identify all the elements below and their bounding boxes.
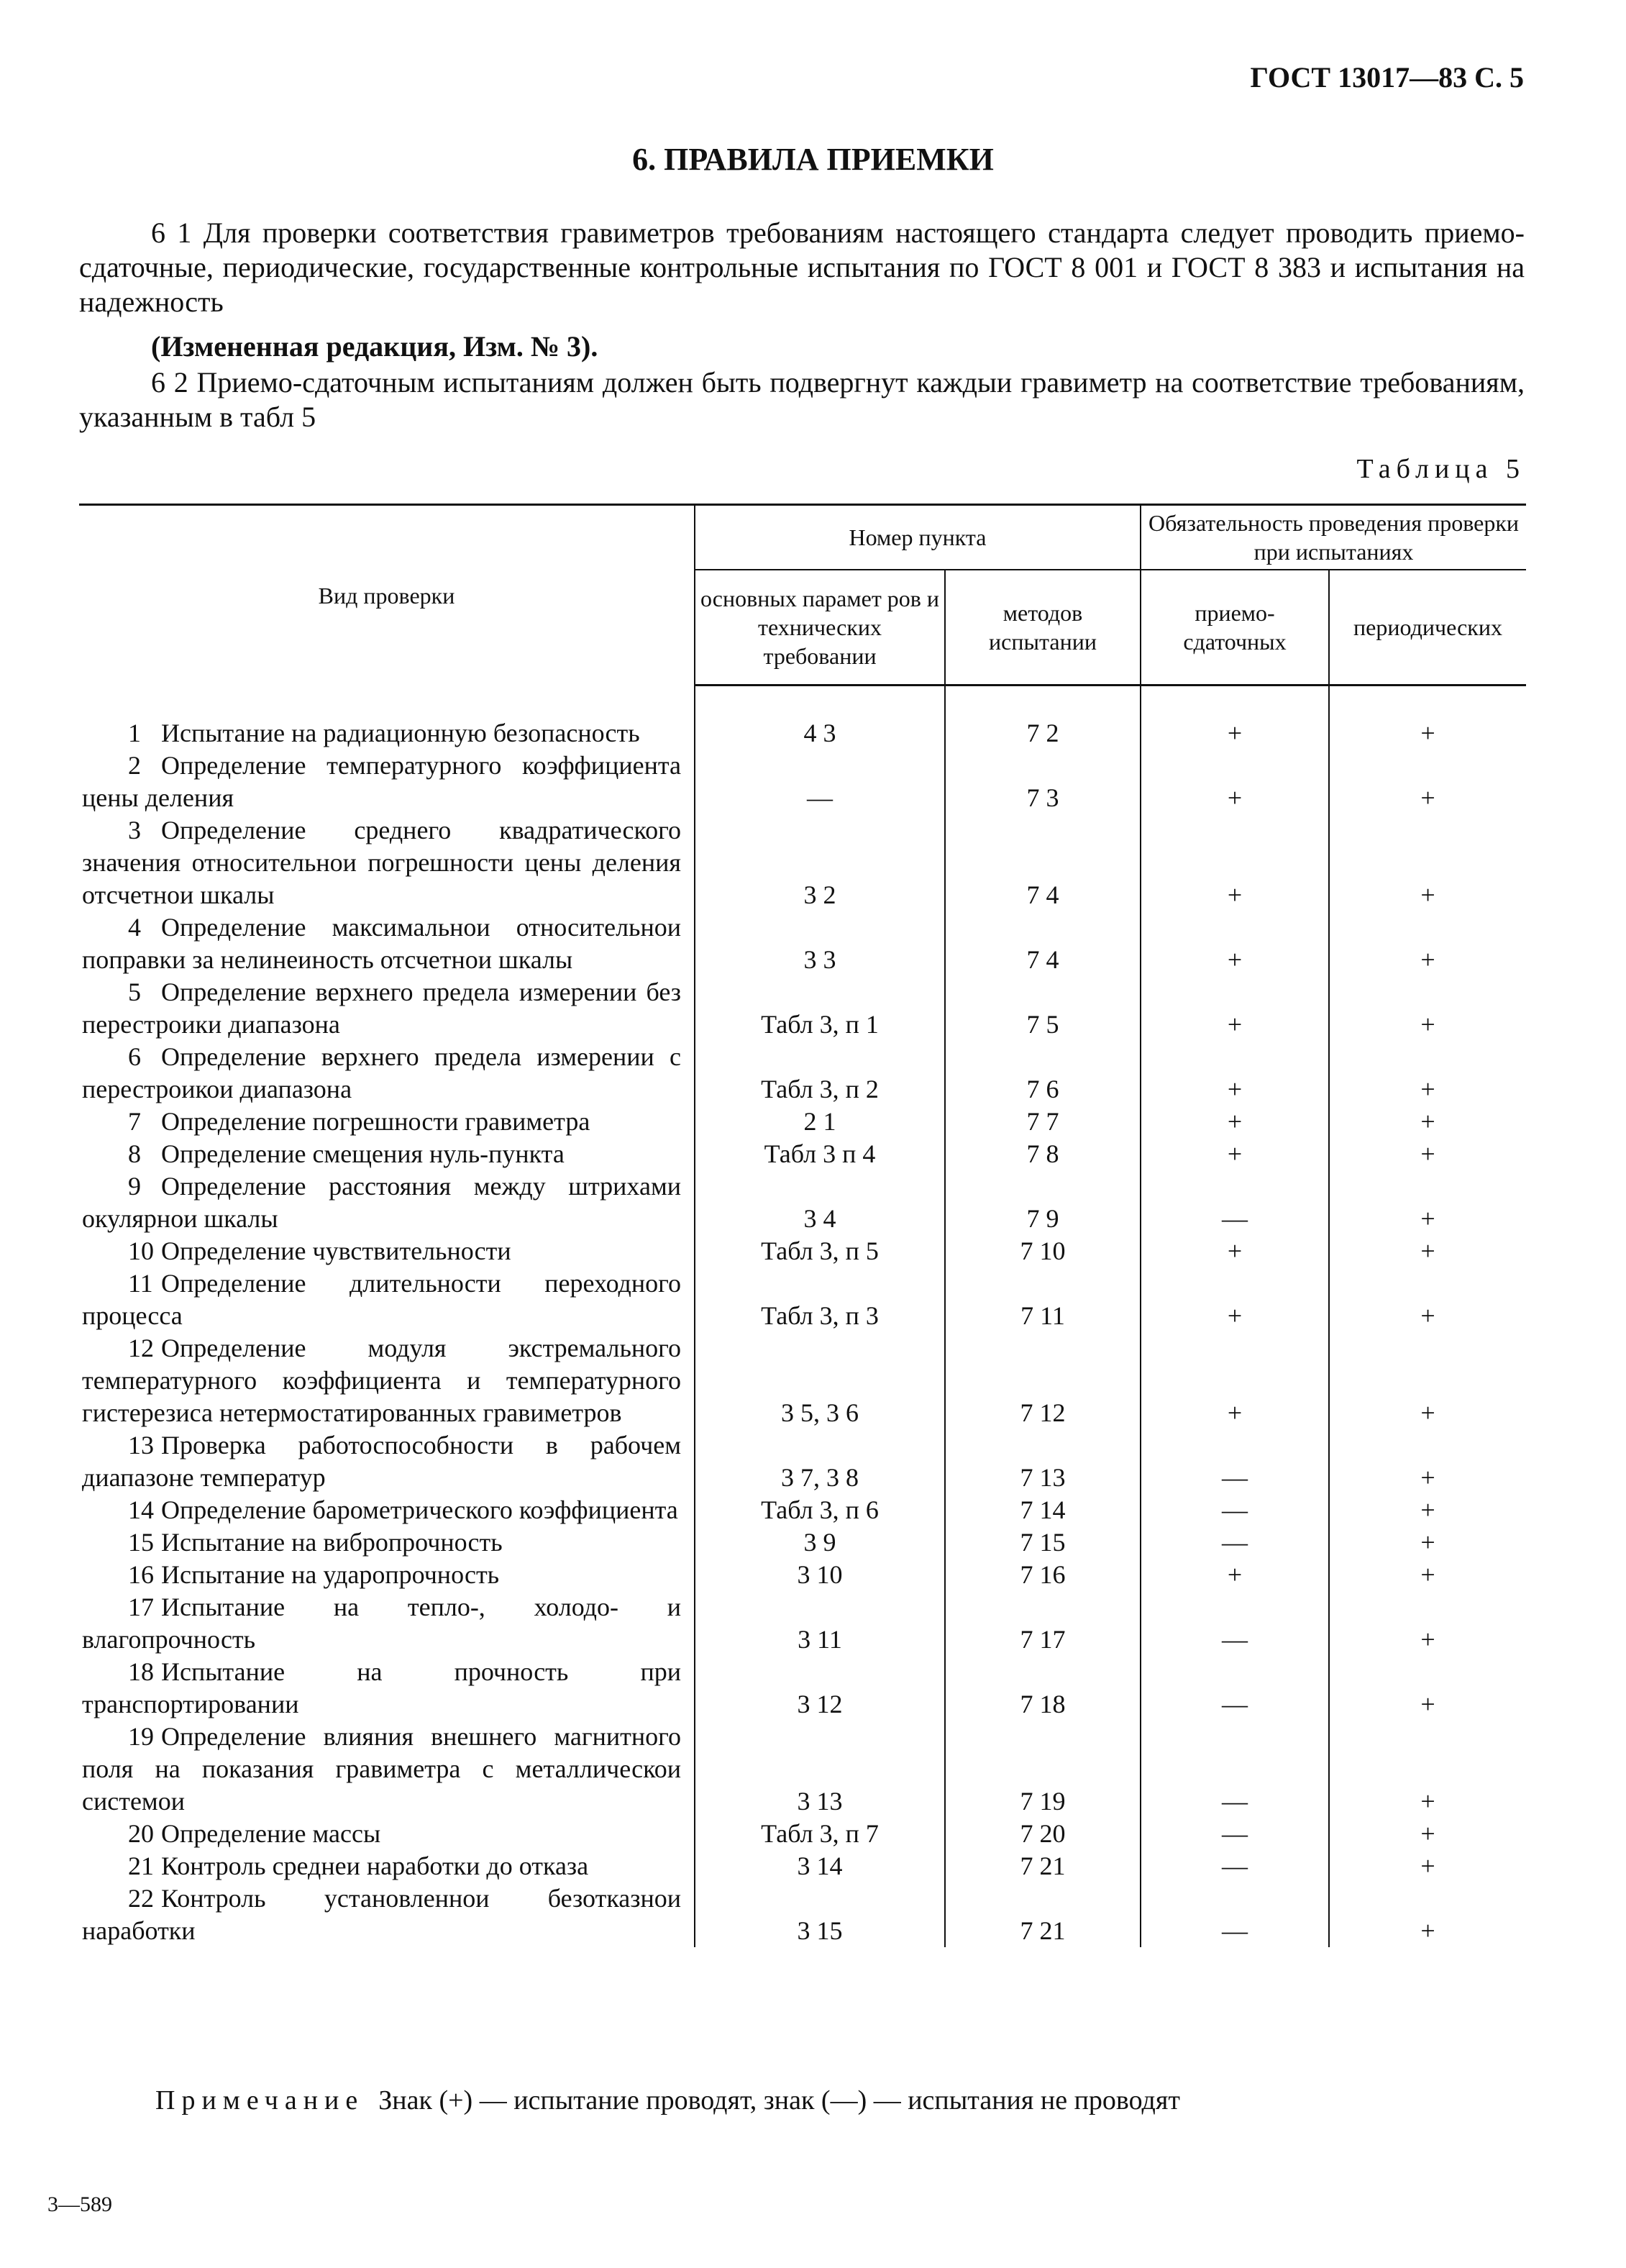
check-name-text: Испытание на вибропрочность [161,1528,503,1557]
row-number: 13 [128,1431,154,1459]
periodic-cell: + [1329,1429,1526,1494]
row-number: 21 [128,1852,154,1880]
header-periodic: периодических [1329,570,1526,685]
paragraph-6-2: 6 2 Приемо-сдаточным испытаниям должен быть подвергнут каждыи гравиметр на соответствие требованиям, указанным в табл 5 [79,366,1525,433]
method-cell: 7 16 [945,1559,1141,1591]
header-obligation: Обязательность проведения проверки при испытаниях [1141,505,1526,570]
method-cell: 7 7 [945,1106,1141,1138]
acceptance-cell: + [1141,1041,1329,1106]
table-row [79,1850,1526,1882]
method-cell: 7 17 [945,1591,1141,1656]
clause-cell: Табл 3, п 1 [695,976,945,1041]
table-row [79,1882,1526,1947]
check-name-cell [79,1332,695,1429]
method-cell: 7 12 [945,1332,1141,1429]
periodic-cell: + [1329,976,1526,1041]
periodic-cell: + [1329,1818,1526,1850]
clause-cell: 3 4 [695,1170,945,1235]
method-cell: 7 15 [945,1526,1141,1559]
check-name-text: Определение расстояния между штрихами окулярнои шкалы [82,1172,681,1233]
check-name-cell [79,1235,695,1267]
row-number: 20 [128,1819,154,1848]
row-number: 16 [128,1560,154,1589]
check-name-text: Испытание на ударопрочность [161,1560,500,1589]
table-row [79,1429,1526,1494]
acceptance-cell: — [1141,1170,1329,1235]
check-name-cell [79,911,695,976]
table-row [79,1267,1526,1332]
check-name-cell [79,1267,695,1332]
table-row [79,814,1526,911]
amendment-note: (Измененная редакция, Изм. № 3). [151,330,598,363]
clause-cell: 3 10 [695,1559,945,1591]
inspection-table [79,504,1526,1947]
check-name-cell [79,1656,695,1721]
table-5 [79,504,1526,1947]
table-row [79,911,1526,976]
periodic-cell: + [1329,814,1526,911]
table-row [79,1170,1526,1235]
periodic-cell: + [1329,1041,1526,1106]
method-cell: 7 10 [945,1235,1141,1267]
row-number: 12 [128,1334,154,1362]
periodic-cell: + [1329,1526,1526,1559]
acceptance-cell: — [1141,1850,1329,1882]
acceptance-cell: — [1141,1882,1329,1947]
check-name-cell [79,1818,695,1850]
table-row [79,1106,1526,1138]
periodic-cell: + [1329,1850,1526,1882]
check-name-cell [79,1526,695,1559]
check-name-text: Испытание на прочность при транспортировании [82,1657,681,1718]
clause-cell: 3 3 [695,911,945,976]
row-number: 17 [128,1593,154,1621]
table-row [79,1721,1526,1818]
table-row [79,750,1526,814]
method-cell: 7 2 [945,685,1141,750]
acceptance-cell: + [1141,911,1329,976]
method-cell: 7 13 [945,1429,1141,1494]
acceptance-cell: + [1141,1235,1329,1267]
method-cell: 7 20 [945,1818,1141,1850]
clause-cell: 3 12 [695,1656,945,1721]
method-cell: 7 5 [945,976,1141,1041]
check-name-cell [79,1106,695,1138]
method-cell: 7 11 [945,1267,1141,1332]
table-row [79,1656,1526,1721]
clause-cell: 3 2 [695,814,945,911]
method-cell: 7 19 [945,1721,1141,1818]
row-number: 8 [128,1139,141,1168]
row-number: 18 [128,1657,154,1686]
row-number: 3 [128,816,141,844]
clause-cell: 2 1 [695,1106,945,1138]
row-number: 4 [128,913,141,942]
method-cell: 7 4 [945,911,1141,976]
header-acceptance: приемо-сдаточных [1141,570,1329,685]
acceptance-cell: — [1141,1429,1329,1494]
note-label: Примечание [155,2085,365,2116]
check-name-cell [79,1559,695,1591]
acceptance-cell: + [1141,685,1329,750]
row-number: 6 [128,1042,141,1071]
method-cell: 7 3 [945,750,1141,814]
check-name-cell [79,1850,695,1882]
check-name-cell [79,1721,695,1818]
table-note [155,2085,1180,2116]
table-row [79,1138,1526,1170]
table-caption: Таблица 5 [1356,454,1525,484]
clause-cell: 3 14 [695,1850,945,1882]
periodic-cell: + [1329,1106,1526,1138]
row-number: 19 [128,1722,154,1751]
check-name-cell [79,1170,695,1235]
clause-cell: Табл 3, п 3 [695,1267,945,1332]
check-name-cell [79,750,695,814]
check-name-cell [79,1041,695,1106]
table-row [79,1526,1526,1559]
header-test-methods: методов испытании [945,570,1141,685]
table-row [79,1591,1526,1656]
check-name-text: Определение среднего квадратического значения относительнои погрешности цены деления отсчетнои шкалы [82,816,681,909]
check-name-text: Испытание на радиационную безопасность [161,719,640,747]
acceptance-cell: + [1141,750,1329,814]
acceptance-cell: + [1141,1106,1329,1138]
clause-cell: Табл 3, п 6 [695,1494,945,1526]
clause-cell: 3 11 [695,1591,945,1656]
periodic-cell: + [1329,1267,1526,1332]
row-number: 14 [128,1495,154,1524]
periodic-cell: + [1329,1882,1526,1947]
section-title: 6. ПРАВИЛА ПРИЕМКИ [632,142,994,177]
clause-cell: — [695,750,945,814]
row-number: 2 [128,751,141,780]
table-row [79,1332,1526,1429]
clause-cell: 3 15 [695,1882,945,1947]
check-name-cell [79,1429,695,1494]
header-check-type: Вид проверки [79,505,695,686]
check-name-text: Определение смещения нуль-пункта [161,1139,565,1168]
check-name-text: Определение максимальнои относительнои поправки за нелинеиность отсчетнои шкалы [82,913,681,974]
acceptance-cell: + [1141,1559,1329,1591]
periodic-cell: + [1329,911,1526,976]
row-number: 15 [128,1528,154,1557]
method-cell: 7 4 [945,814,1141,911]
table-row [79,1559,1526,1591]
paragraph-6-1: 6 1 Для проверки соответствия гравиметров требованиям настоящего стандарта следует проводить приемо-сдаточные, периодические, государственные контрольные испытания по ГОСТ 8 001 и ГОСТ 8 383 и испытания на надежность [79,217,1525,318]
clause-cell: 3 9 [695,1526,945,1559]
periodic-cell: + [1329,1656,1526,1721]
clause-cell: Табл 3, п 2 [695,1041,945,1106]
footer-code: 3—589 [47,2192,112,2216]
check-name-cell [79,1882,695,1947]
acceptance-cell: — [1141,1721,1329,1818]
acceptance-cell: — [1141,1656,1329,1721]
table-row [79,1818,1526,1850]
acceptance-cell: + [1141,976,1329,1041]
check-name-text: Определение длительности переходного процесса [82,1269,681,1330]
method-cell: 7 18 [945,1656,1141,1721]
clause-cell: Табл 3, п 7 [695,1818,945,1850]
acceptance-cell: — [1141,1494,1329,1526]
periodic-cell: + [1329,1332,1526,1429]
table-row [79,685,1526,750]
periodic-cell: + [1329,750,1526,814]
method-cell: 7 21 [945,1850,1141,1882]
acceptance-cell: — [1141,1818,1329,1850]
check-name-text: Определение верхнего предела измерении без перестроики диапазона [82,978,681,1039]
periodic-cell: + [1329,1138,1526,1170]
check-name-text: Определение массы [161,1819,381,1848]
check-name-text: Определение влияния внешнего магнитного поля на показания гравиметра с металлическои системои [82,1722,681,1816]
table-row [79,1041,1526,1106]
acceptance-cell: + [1141,814,1329,911]
method-cell: 7 21 [945,1882,1141,1947]
check-name-text: Определение погрешности гравиметра [161,1107,590,1136]
periodic-cell: + [1329,685,1526,750]
clause-cell: Табл 3, п 5 [695,1235,945,1267]
check-name-cell [79,1138,695,1170]
check-name-text: Контроль установленнои безотказнои наработки [82,1884,681,1945]
periodic-cell: + [1329,1170,1526,1235]
row-number: 9 [128,1172,141,1201]
method-cell: 7 6 [945,1041,1141,1106]
periodic-cell: + [1329,1559,1526,1591]
row-number: 22 [128,1884,154,1913]
check-name-text: Контроль среднеи наработки до отказа [161,1852,589,1880]
periodic-cell: + [1329,1494,1526,1526]
method-cell: 7 14 [945,1494,1141,1526]
check-name-cell [79,685,695,750]
check-name-text: Определение барометрического коэффициента [161,1495,678,1524]
periodic-cell: + [1329,1235,1526,1267]
header-clause-number: Номер пункта [695,505,1141,570]
row-number: 11 [128,1269,153,1298]
row-number: 1 [128,719,141,747]
check-name-cell [79,1494,695,1526]
table-body [79,685,1526,1947]
clause-cell: 4 3 [695,685,945,750]
method-cell: 7 9 [945,1170,1141,1235]
clause-cell: Табл 3 п 4 [695,1138,945,1170]
acceptance-cell: + [1141,1138,1329,1170]
acceptance-cell: — [1141,1591,1329,1656]
table-row [79,1494,1526,1526]
row-number: 7 [128,1107,141,1136]
check-name-cell [79,976,695,1041]
acceptance-cell: + [1141,1332,1329,1429]
method-cell: 7 8 [945,1138,1141,1170]
clause-cell: 3 5, 3 6 [695,1332,945,1429]
page-header: ГОСТ 13017—83 С. 5 [1250,61,1524,94]
note-text: Знак (+) — испытание проводят, знак (—) — испытания не проводят [378,2085,1180,2116]
check-name-text: Определение модуля экстремального температурного коэффициента и температурного гистерезиса нетермостатированных гравиметров [82,1334,681,1427]
header-main-params: основных парамет ров и технических требовании [695,570,945,685]
clause-cell: 3 13 [695,1721,945,1818]
periodic-cell: + [1329,1721,1526,1818]
check-name-cell [79,814,695,911]
check-name-text: Проверка работоспособности в рабочем диапазоне температур [82,1431,681,1492]
periodic-cell: + [1329,1591,1526,1656]
check-name-text: Определение чувствительности [161,1237,511,1265]
acceptance-cell: + [1141,1267,1329,1332]
row-number: 10 [128,1237,154,1265]
table-row [79,1235,1526,1267]
table-row [79,976,1526,1041]
check-name-text: Определение верхнего предела измерении с перестроикои диапазона [82,1042,681,1103]
clause-cell: 3 7, 3 8 [695,1429,945,1494]
check-name-text: Испытание на тепло-, холодо- и влагопрочность [82,1593,681,1654]
acceptance-cell: — [1141,1526,1329,1559]
check-name-cell [79,1591,695,1656]
row-number: 5 [128,978,141,1006]
check-name-text: Определение температурного коэффициента цены деления [82,751,681,812]
